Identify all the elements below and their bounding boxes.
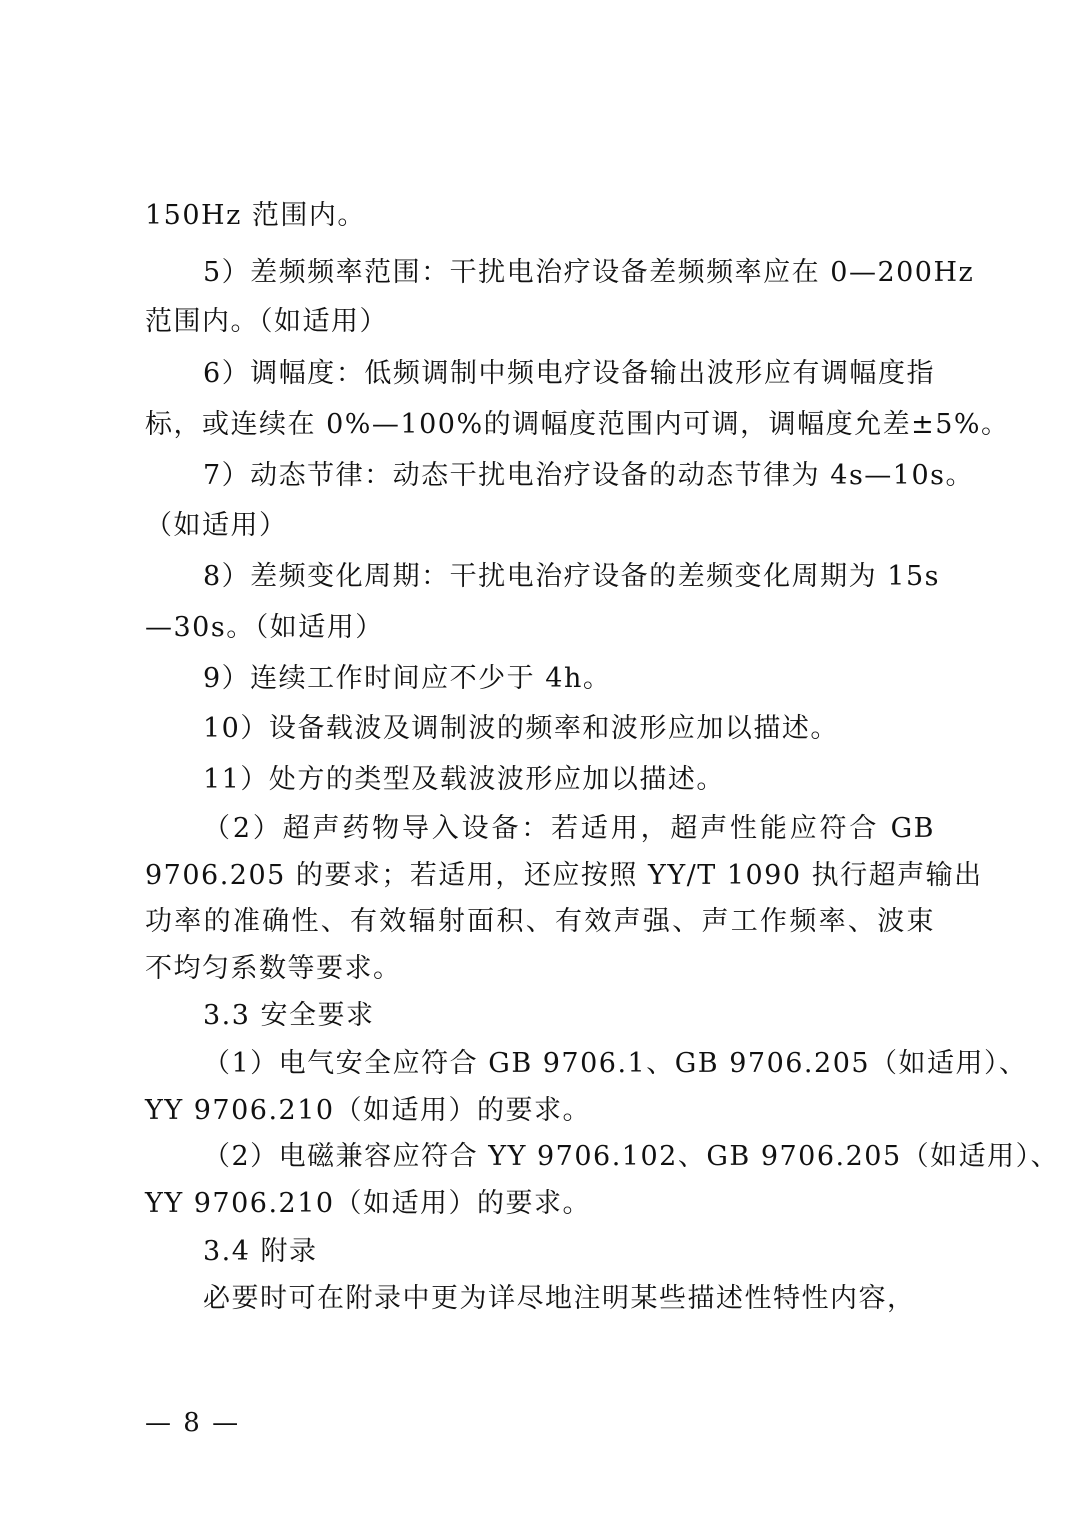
text-line: 不均匀系数等要求。 (145, 953, 402, 984)
text-line: YY 9706.210（如适用）的要求。 (145, 1095, 592, 1126)
text-line: （1）电气安全应符合 GB 9706.1、GB 9706.205（如适用）、 (203, 1048, 1028, 1079)
text-line: 10）设备载波及调制波的频率和波形应加以描述。 (203, 713, 839, 744)
text-line: YY 9706.210（如适用）的要求。 (145, 1188, 592, 1219)
text-line: （2）超声药物导入设备：若适用，超声性能应符合 GB (203, 813, 935, 844)
text-line: 9706.205 的要求；若适用，还应按照 YY/T 1090 执行超声输出 (145, 860, 983, 891)
text-line: （如适用） (145, 510, 288, 541)
text-line: 150Hz 范围内。 (145, 200, 366, 231)
text-line: —30s。（如适用） (145, 612, 384, 643)
text-line: 范围内。（如适用） (145, 306, 388, 337)
text-line: 8）差频变化周期：干扰电治疗设备的差频变化周期为 15s (203, 561, 940, 592)
text-line: 标，或连续在 0%—100%的调幅度范围内可调，调幅度允差±5%。 (145, 409, 1010, 440)
text-line: 必要时可在附录中更为详尽地注明某些描述性特性内容， (203, 1283, 916, 1314)
text-line: 功率的准确性、有效辐射面积、有效声强、声工作频率、波束 (145, 906, 935, 937)
page-number: — 8 — (145, 1408, 241, 1438)
section-heading: 3.3 安全要求 (203, 1000, 375, 1031)
text-line: （2）电磁兼容应符合 YY 9706.102、GB 9706.205（如适用）、 (203, 1141, 1060, 1172)
text-line: 6）调幅度：低频调制中频电疗设备输出波形应有调幅度指 (203, 358, 935, 389)
section-heading: 3.4 附录 (203, 1236, 318, 1267)
text-line: 7）动态节律：动态干扰电治疗设备的动态节律为 4s—10s。 (203, 460, 975, 491)
text-line: 11）处方的类型及载波波形应加以描述。 (203, 764, 725, 795)
text-line: 5）差频频率范围：干扰电治疗设备差频频率应在 0—200Hz (203, 257, 975, 288)
text-line: 9）连续工作时间应不少于 4h。 (203, 663, 612, 694)
